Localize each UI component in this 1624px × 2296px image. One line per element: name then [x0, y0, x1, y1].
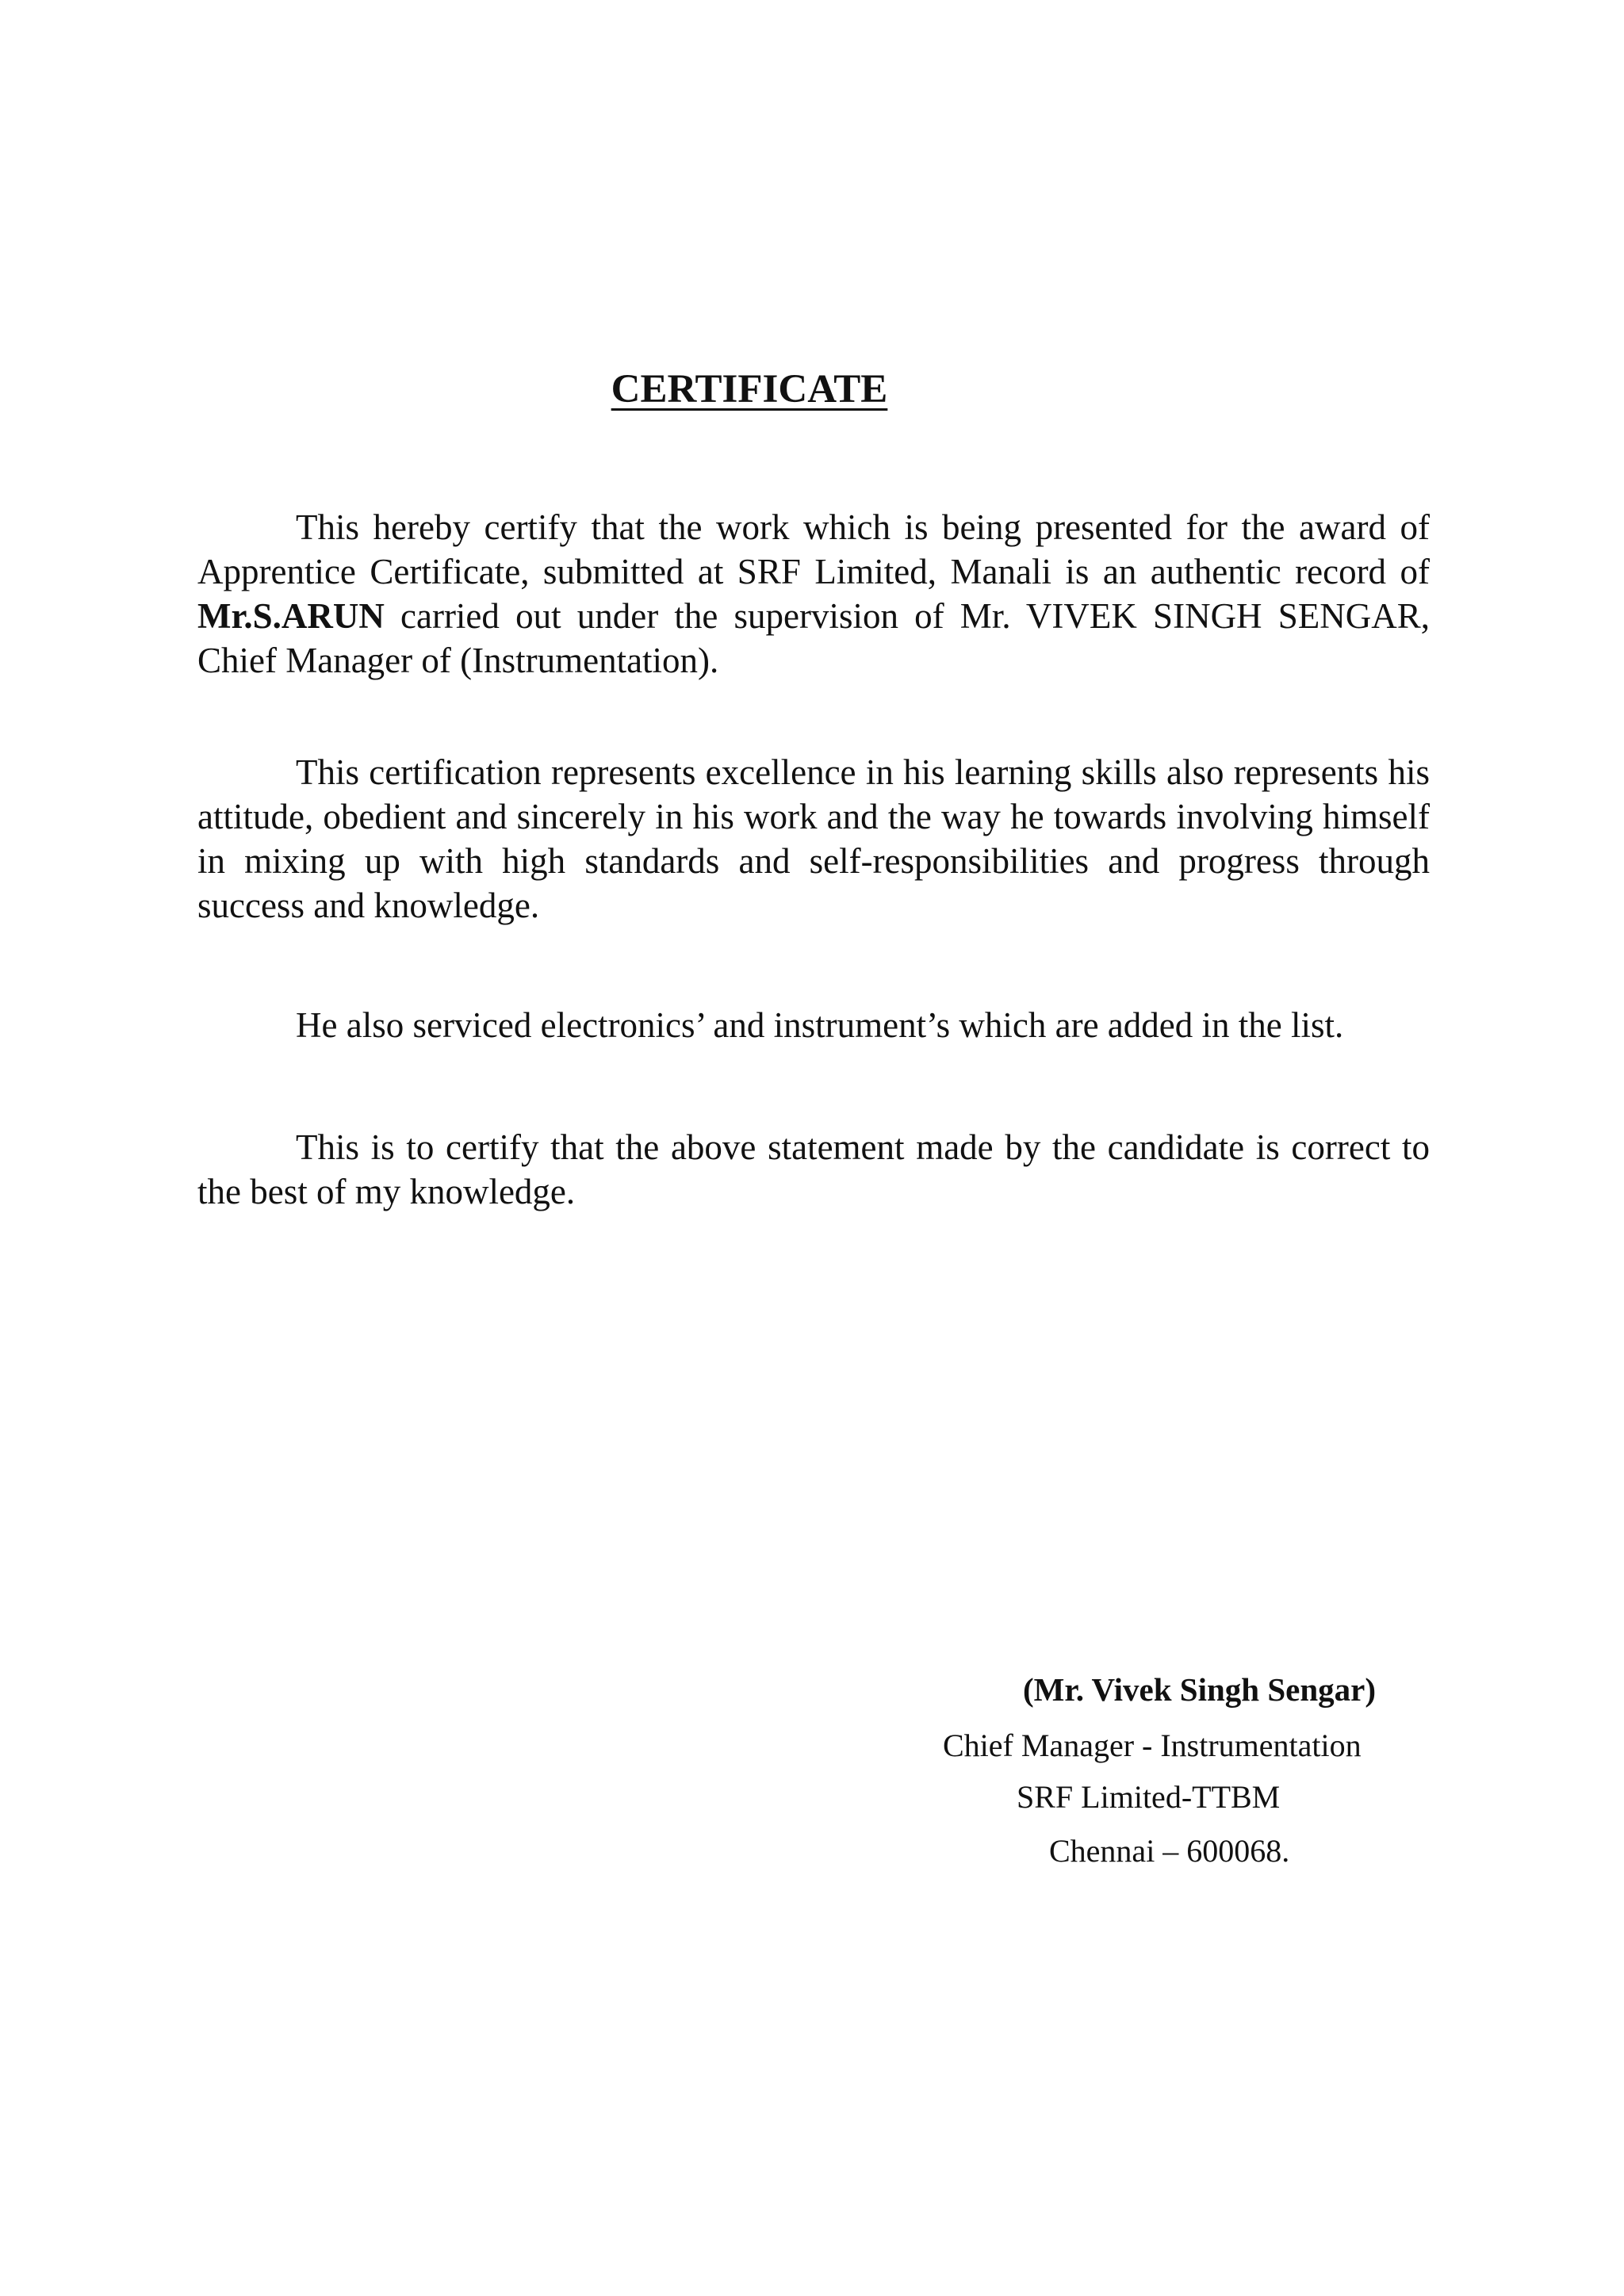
- paragraph-excellence: This certification represents excellence in his learning skills also represents his attitude, obedient and sincerely in his work and the way he towards involving himself in mixing up with high standards and self-responsibilities and progress through success and knowledge.: [197, 752, 1430, 925]
- paragraph-certification-statement: [197, 505, 1430, 683]
- candidate-name: Mr.S.ARUN: [197, 596, 385, 636]
- paragraph-text: carried out under the supervision of Mr. VIVEK SINGH SENGAR, Chief Manager of (Instrumentation).: [197, 596, 1430, 680]
- signatory-city: Chennai – 600068.: [1049, 1833, 1290, 1869]
- signatory-name: (Mr. Vivek Singh Sengar): [1023, 1671, 1376, 1708]
- certificate-title: CERTIFICATE: [611, 367, 888, 411]
- paragraph-confirmation: This is to certify that the above statement made by the candidate is correct to the best of my knowledge.: [197, 1127, 1430, 1211]
- paragraph-services: He also serviced electronics’ and instrument’s which are added in the list.: [296, 1005, 1344, 1045]
- paragraph-text: This hereby certify that the work which is being presented for the award of Apprentice Certificate, submitted at SRF Limited, Manali is an authentic record of: [197, 507, 1430, 591]
- signatory-company: SRF Limited-TTBM: [1017, 1779, 1281, 1815]
- signatory-role: Chief Manager - Instrumentation: [943, 1728, 1362, 1763]
